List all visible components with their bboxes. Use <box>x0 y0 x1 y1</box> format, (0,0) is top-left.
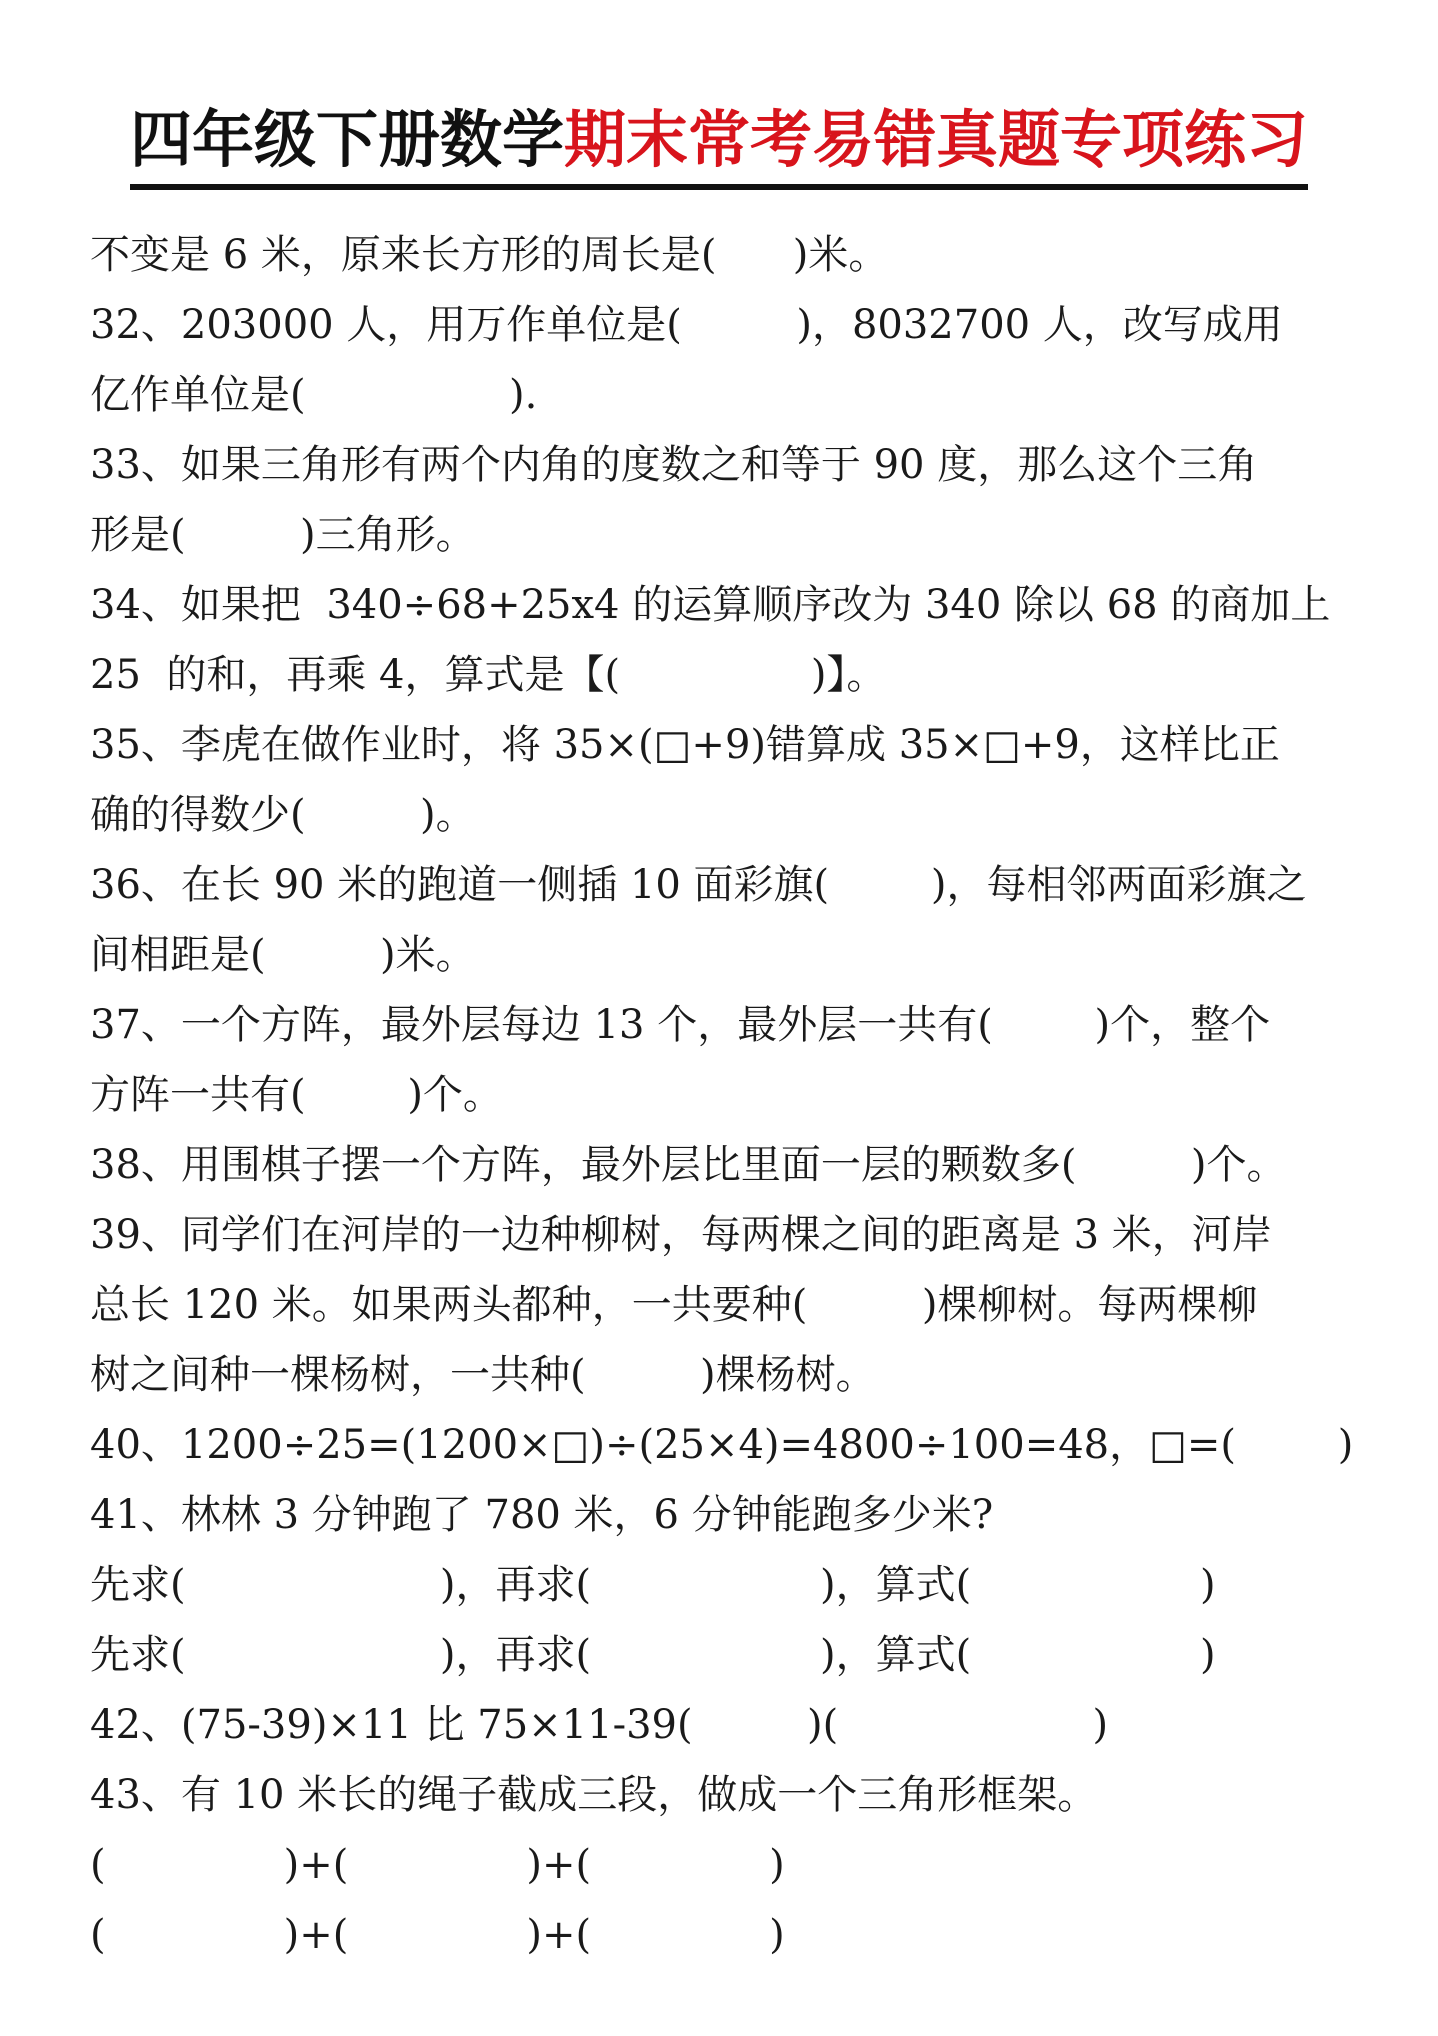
title-underline <box>130 100 1308 190</box>
question-line: 树之间种一棵杨树，一共种( )棵杨树。 <box>90 1352 876 1398</box>
question-line: 总长 120 米。如果两头都种，一共要种( )棵柳树。每两棵柳 <box>90 1282 1258 1328</box>
question-line: ( )+( )+( ) <box>90 1842 785 1888</box>
question-line: 确的得数少( )。 <box>90 792 476 838</box>
question-line: 35、李虎在做作业时，将 35×(□+9)错算成 35×□+9，这样比正 <box>90 722 1280 768</box>
question-line: 32、203000 人，用万作单位是( )，8032700 人，改写成用 <box>90 302 1283 348</box>
question-line: 36、在长 90 米的跑道一侧插 10 面彩旗( )，每相邻两面彩旗之 <box>90 862 1307 908</box>
title-red-part: 期末常考易错真题专项练习 <box>564 103 1309 176</box>
question-line: 25 的和，再乘 4，算式是【( )】。 <box>90 652 887 698</box>
question-line: 亿作单位是( ). <box>90 372 538 418</box>
title-black-part: 四年级下册数学 <box>129 103 564 176</box>
question-line: 42、(75-39)×11 比 75×11-39( )( ) <box>90 1702 1109 1748</box>
question-line: 不变是 6 米，原来长方形的周长是( )米。 <box>90 232 889 278</box>
page-title <box>0 100 1438 190</box>
question-line: 39、同学们在河岸的一边种柳树，每两棵之间的距离是 3 米，河岸 <box>90 1212 1272 1258</box>
question-line: 37、一个方阵，最外层每边 13 个，最外层一共有( )个，整个 <box>90 1002 1271 1048</box>
question-line: 33、如果三角形有两个内角的度数之和等于 90 度，那么这个三角 <box>90 442 1258 488</box>
question-line: ( )+( )+( ) <box>90 1912 785 1958</box>
question-line: 间相距是( )米。 <box>90 932 476 978</box>
question-line: 先求( )，再求( )，算式( ) <box>90 1632 1216 1678</box>
question-line: 43、有 10 米长的绳子截成三段，做成一个三角形框架。 <box>90 1772 1098 1818</box>
question-line: 形是( )三角形。 <box>90 512 476 558</box>
question-line: 40、1200÷25=(1200×□)÷(25×4)=4800÷100=48，□=( ) <box>90 1422 1354 1468</box>
question-line: 34、如果把 340÷68+25x4 的运算顺序改为 340 除以 68 的商加上 <box>90 582 1331 628</box>
question-line: 41、林林 3 分钟跑了 780 米，6 分钟能跑多少米? <box>90 1492 994 1538</box>
question-line: 38、用围棋子摆一个方阵，最外层比里面一层的颗数多( )个。 <box>90 1142 1287 1188</box>
question-line: 方阵一共有( )个。 <box>90 1072 503 1118</box>
question-line: 先求( )，再求( )，算式( ) <box>90 1562 1216 1608</box>
